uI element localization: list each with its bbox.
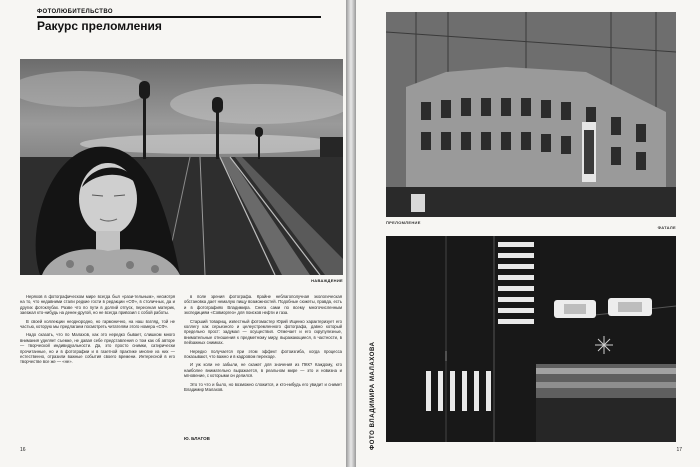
left-page xyxy=(0,0,346,467)
photo-building-reflection xyxy=(386,12,676,217)
main-photo-woman-railway xyxy=(20,59,343,275)
paragraph: И уж коли не забыли, не скажет для значения из ПКК? Каждому, кто наиболее внимательно выражается, в реальном мире — это и новизна и мгновение, с которыми он делился. xyxy=(184,362,342,379)
rubric: ФОТОЛЮБИТЕЛЬСТВО xyxy=(37,9,113,15)
author-signature: Ю. БЛАГОВ xyxy=(184,436,210,441)
paragraph: Надо сказать, что по Малахов, как это нередко бывает, слишком много внимания уделяет съемке, не давая себе представления о том как об авторе — творческой индивидуальности. Да, это просто снимки, сатирически прочитанные, но и в фотографии и в газетной практике многие из них — естественно, отразили важные события своего времени. Интересной в его творчестве все же — «не». xyxy=(20,332,175,365)
rubric-rule xyxy=(37,16,321,18)
photo-credit-vertical: ФОТО ВЛАДИМИРА МАЛАХОВА xyxy=(370,341,376,450)
paragraph: Это то что и было, но возможно сложится, и кто-нибудь его увидит и снимет Владимир Малахов. xyxy=(184,381,342,393)
photo-caption-top-right: ФАТАЛЕ xyxy=(657,225,676,230)
photo-caption-top-left: ПРЕЛОМЛЕНИЕ xyxy=(386,220,421,225)
right-page xyxy=(356,0,700,467)
article-title: Ракурс преломления xyxy=(37,19,162,33)
article-column-1 xyxy=(20,294,175,444)
article-column-2 xyxy=(184,294,342,428)
paragraph: Нередко получается при этом эффект фотоизгиба, когда процесса показывают, что важно и в кадровом переходе. xyxy=(184,348,342,360)
photo-caption: НАВАЖДЕНИЕ xyxy=(311,278,343,283)
page-number: 17 xyxy=(676,447,682,453)
photo-street-aerial xyxy=(386,236,676,442)
paragraph: Старший товарищ, известный фотомастер Юрий Ищенко характеризует его коллегу как серьезного и целеустремленного фотографа, давно который предельно прост: задумал — осуществил. Отмечает и его скрупулезные, внимательные отношения к предметному миру, выражающиеся, в частности, в пейзажных снимках. xyxy=(184,318,342,346)
spine-gutter xyxy=(346,0,356,467)
paragraph: Неряхов в фотографическом мире всегда был «рази-тельным», несмотря на то, что недавними стали редкие гости в редакции «СФ», в столичных, да и других фотоклубах. Разве что по пути в долгий отпуск, пересекая материк, заезжал кто-нибудь на денек-другой, но не всегда привозил с собой работы. xyxy=(20,294,175,316)
paragraph: В своей коллекции неоднородно, но гармонично, на наш взгляд, той не частью, которую мы предлагаем посмотреть читателям этого номера «СФ». xyxy=(20,318,175,330)
paragraph: в поле зрения фотографа. Крайне неблагополучная экологическая обстановка дает немалую пищу возможностей. Подобные сюжеты, правда, есть и в фотографиях Владимира. Снега сами по всему многочисленным экспедициям «Совморгео» для поисков нефти и газа. xyxy=(184,294,342,316)
page-number: 16 xyxy=(20,447,26,453)
